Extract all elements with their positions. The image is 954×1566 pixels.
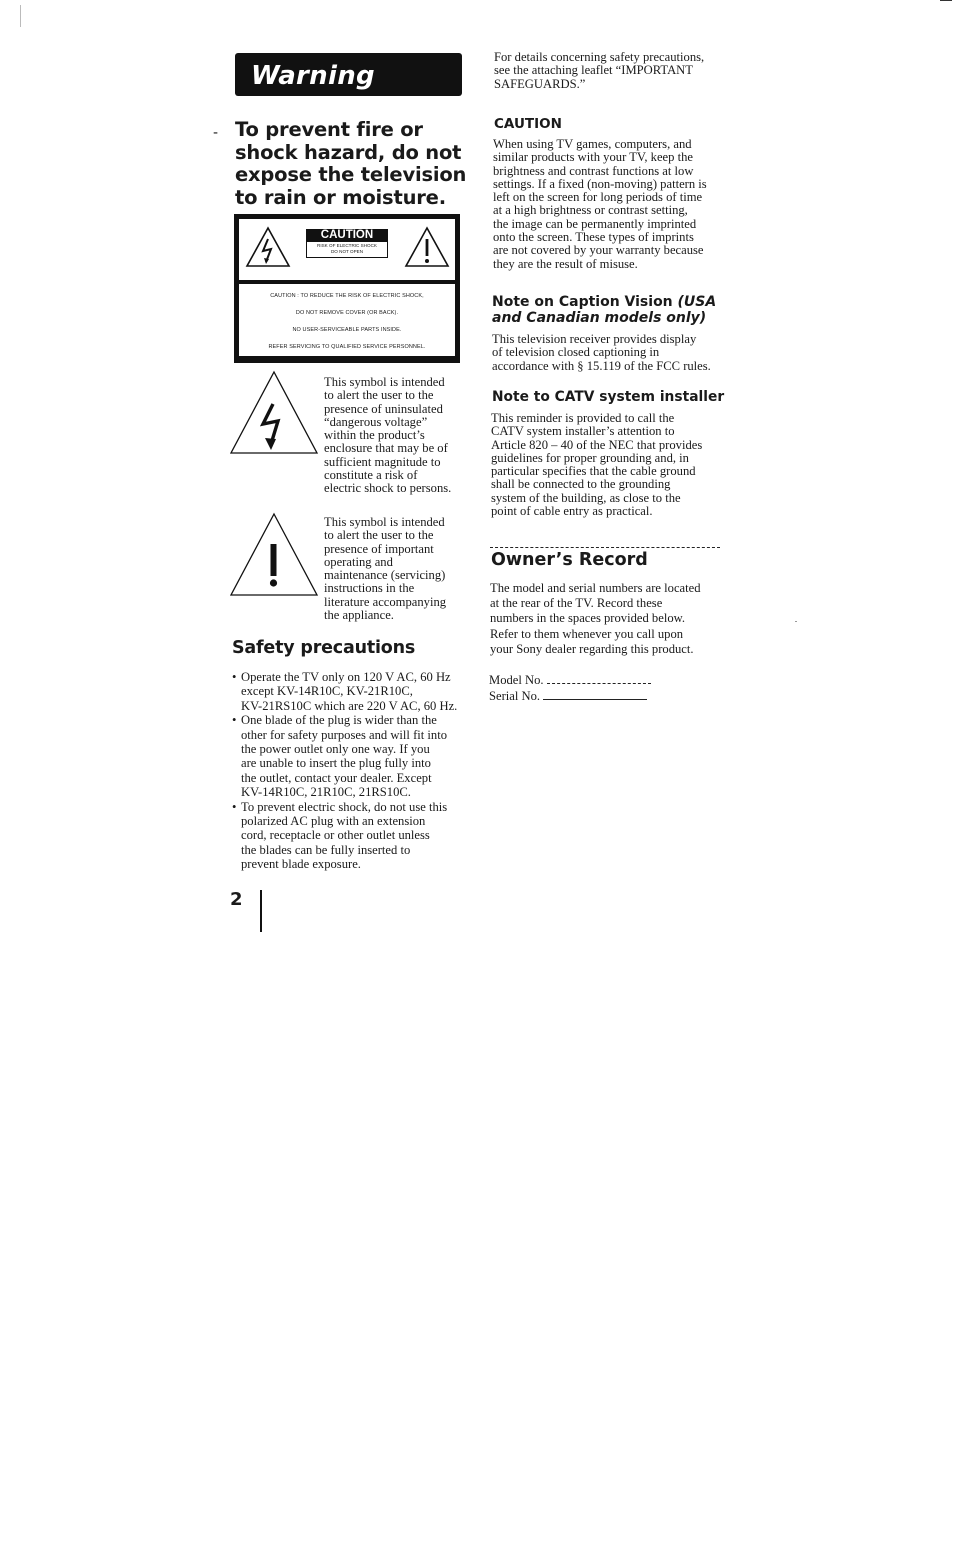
caution-label-line: REFER SERVICING TO QUALIFIED SERVICE PERSONNEL. xyxy=(268,344,426,350)
lightning-triangle-icon xyxy=(244,225,292,269)
caution-paragraph xyxy=(493,138,723,271)
text-line: are not covered by your warranty because xyxy=(493,243,704,258)
text-line: the blades can be fully inserted to xyxy=(241,842,411,857)
text-line: left on the screen for long periods of time xyxy=(493,190,703,205)
stray-dot xyxy=(795,621,797,622)
text-line: maintenance (servicing) xyxy=(324,568,446,583)
caution-badge-sub-line: RISK OF ELECTRIC SHOCK xyxy=(317,243,377,248)
caution-badge xyxy=(306,229,388,263)
text-line: to alert the user to the xyxy=(324,388,434,403)
text-line: electric shock to persons. xyxy=(324,481,452,496)
text-line: system of the building, as close to the xyxy=(491,490,681,505)
catv-installer-paragraph xyxy=(491,412,723,518)
text-line: This symbol is intended xyxy=(324,375,445,389)
text-line: the power outlet only one way. If you xyxy=(241,742,430,757)
text-line: CATV system installer’s attention to xyxy=(491,424,675,439)
text-line: of television closed captioning in xyxy=(492,345,660,360)
text-line: to alert the user to the xyxy=(324,528,434,543)
text-line: This television receiver provides display xyxy=(492,332,697,346)
serial-number-field xyxy=(489,689,647,704)
warning-banner xyxy=(235,53,462,96)
text-line: the outlet, contact your dealer. Except xyxy=(241,770,432,785)
text-line: at a high brightness or contrast setting, xyxy=(493,203,688,218)
text-line: prevent blade exposure. xyxy=(241,857,361,872)
caution-heading: CAUTION xyxy=(494,116,562,132)
exclamation-symbol-description xyxy=(324,516,464,622)
text-line: accordance with § 15.119 of the FCC rules. xyxy=(492,358,711,373)
text-line: operating and xyxy=(324,554,393,569)
main-heading: To prevent fire or shock hazard, do not expose the television to rain or moisture. xyxy=(235,118,467,209)
text-line: • One blade of the plug is wider than the xyxy=(241,713,437,728)
caution-label-line: CAUTION : TO REDUCE THE RISK OF ELECTRIC SHOCK, xyxy=(270,293,424,299)
text-line: brightness and contrast functions at low xyxy=(493,163,694,178)
text-line: KV-14R10C, 21R10C, 21RS10C. xyxy=(241,785,411,800)
serial-number-label: Serial No. xyxy=(489,689,541,703)
text-line: • Operate the TV only on 120 V AC, 60 Hz xyxy=(241,670,451,684)
text-line: • To prevent electric shock, do not use this xyxy=(241,799,448,814)
text-line: Refer to them whenever you call upon xyxy=(490,626,684,641)
caution-label xyxy=(234,214,460,363)
text-line: your Sony dealer regarding this product. xyxy=(490,641,694,656)
list-item xyxy=(232,670,464,713)
model-number-field xyxy=(489,673,651,688)
caution-label-symbols-panel xyxy=(239,219,455,280)
text-line: presence of uninsulated xyxy=(324,401,443,416)
text-line: This symbol is intended xyxy=(324,515,445,529)
caption-heading-main: Note on Caption Vision xyxy=(492,294,678,310)
text-line: shall be connected to the grounding xyxy=(491,477,671,492)
text-line: point of cable entry as practical. xyxy=(491,504,653,519)
text-line: enclosure that may be of xyxy=(324,441,448,456)
model-number-blank xyxy=(547,683,651,684)
list-item xyxy=(232,800,464,872)
text-line: guidelines for proper grounding and, in xyxy=(491,450,689,465)
caution-badge-subtitle xyxy=(306,242,388,258)
text-line: the image can be permanently imprinted xyxy=(493,216,697,231)
text-line: For details concerning safety precautions, xyxy=(494,50,705,64)
exclamation-symbol-icon xyxy=(229,512,319,598)
caption-heading-models-2: and Canadian models only) xyxy=(492,310,707,326)
caution-badge-sub-line: DO NOT OPEN xyxy=(330,249,364,254)
caution-label-text-panel xyxy=(239,284,455,356)
text-line: polarized AC plug with an extension xyxy=(241,814,426,829)
text-line: are unable to insert the plug fully into xyxy=(241,756,431,771)
owners-record-heading: Owner’s Record xyxy=(491,550,648,570)
section-divider xyxy=(490,547,720,548)
text-line: except KV-14R10C, KV-21R10C, xyxy=(241,684,413,699)
text-line: When using TV games, computers, and xyxy=(493,137,692,151)
safety-precautions-list xyxy=(232,670,464,872)
lightning-symbol-icon xyxy=(229,370,319,456)
margin-dash: - xyxy=(213,125,219,141)
text-line: particular specifies that the cable ground xyxy=(491,464,696,479)
lightning-symbol-description xyxy=(324,376,464,496)
safeguards-note xyxy=(494,51,726,91)
caption-heading-models-1: (USA xyxy=(677,294,717,310)
text-line: see the attaching leaflet “IMPORTANT xyxy=(494,63,693,78)
page-number: 2 xyxy=(230,889,243,910)
text-line: constitute a risk of xyxy=(324,468,418,483)
serial-number-blank xyxy=(543,699,647,700)
text-line: “dangerous voltage” xyxy=(324,414,428,429)
text-line: similar products with your TV, keep the xyxy=(493,150,693,165)
caution-label-line: NO USER-SERVICEABLE PARTS INSIDE. xyxy=(292,327,402,333)
caption-vision-heading xyxy=(492,294,724,326)
catv-installer-heading: Note to CATV system installer xyxy=(492,389,725,405)
owners-record-paragraph xyxy=(490,581,722,657)
safety-precautions-heading: Safety precautions xyxy=(232,638,416,658)
text-line: The model and serial numbers are located xyxy=(490,581,701,595)
model-number-label: Model No. xyxy=(489,673,544,687)
text-line: they are the result of misuse. xyxy=(493,256,638,271)
page-marker-bar xyxy=(260,890,262,932)
list-item xyxy=(232,713,464,799)
text-line: settings. If a fixed (non-moving) pattern is xyxy=(493,176,707,191)
text-line: numbers in the spaces provided below. xyxy=(490,611,686,626)
text-line: SAFEGUARDS.” xyxy=(494,76,586,91)
exclamation-triangle-icon xyxy=(403,225,451,269)
text-line: within the product’s xyxy=(324,428,425,443)
text-line: onto the screen. These types of imprints xyxy=(493,230,694,245)
text-line: cord, receptacle or other outlet unless xyxy=(241,828,430,843)
text-line: presence of important xyxy=(324,541,434,556)
caption-vision-paragraph xyxy=(492,333,724,373)
scan-mark xyxy=(20,5,21,27)
warning-banner-text: Warning xyxy=(251,61,375,91)
text-line: other for safety purposes and will fit into xyxy=(241,727,448,742)
text-line: Article 820 – 40 of the NEC that provides xyxy=(491,437,703,452)
caution-badge-title: CAUTION xyxy=(306,229,388,242)
caution-label-line: DO NOT REMOVE COVER (OR BACK). xyxy=(295,310,399,316)
text-line: literature accompanying xyxy=(324,594,447,609)
text-line: This reminder is provided to call the xyxy=(491,411,675,425)
text-line: KV-21RS10C which are 220 V AC, 60 Hz. xyxy=(241,698,458,713)
text-line: sufficient magnitude to xyxy=(324,454,441,469)
text-line: instructions in the xyxy=(324,581,415,596)
text-line: at the rear of the TV. Record these xyxy=(490,596,663,611)
text-line: the appliance. xyxy=(324,608,394,623)
scan-mark xyxy=(940,0,952,1)
